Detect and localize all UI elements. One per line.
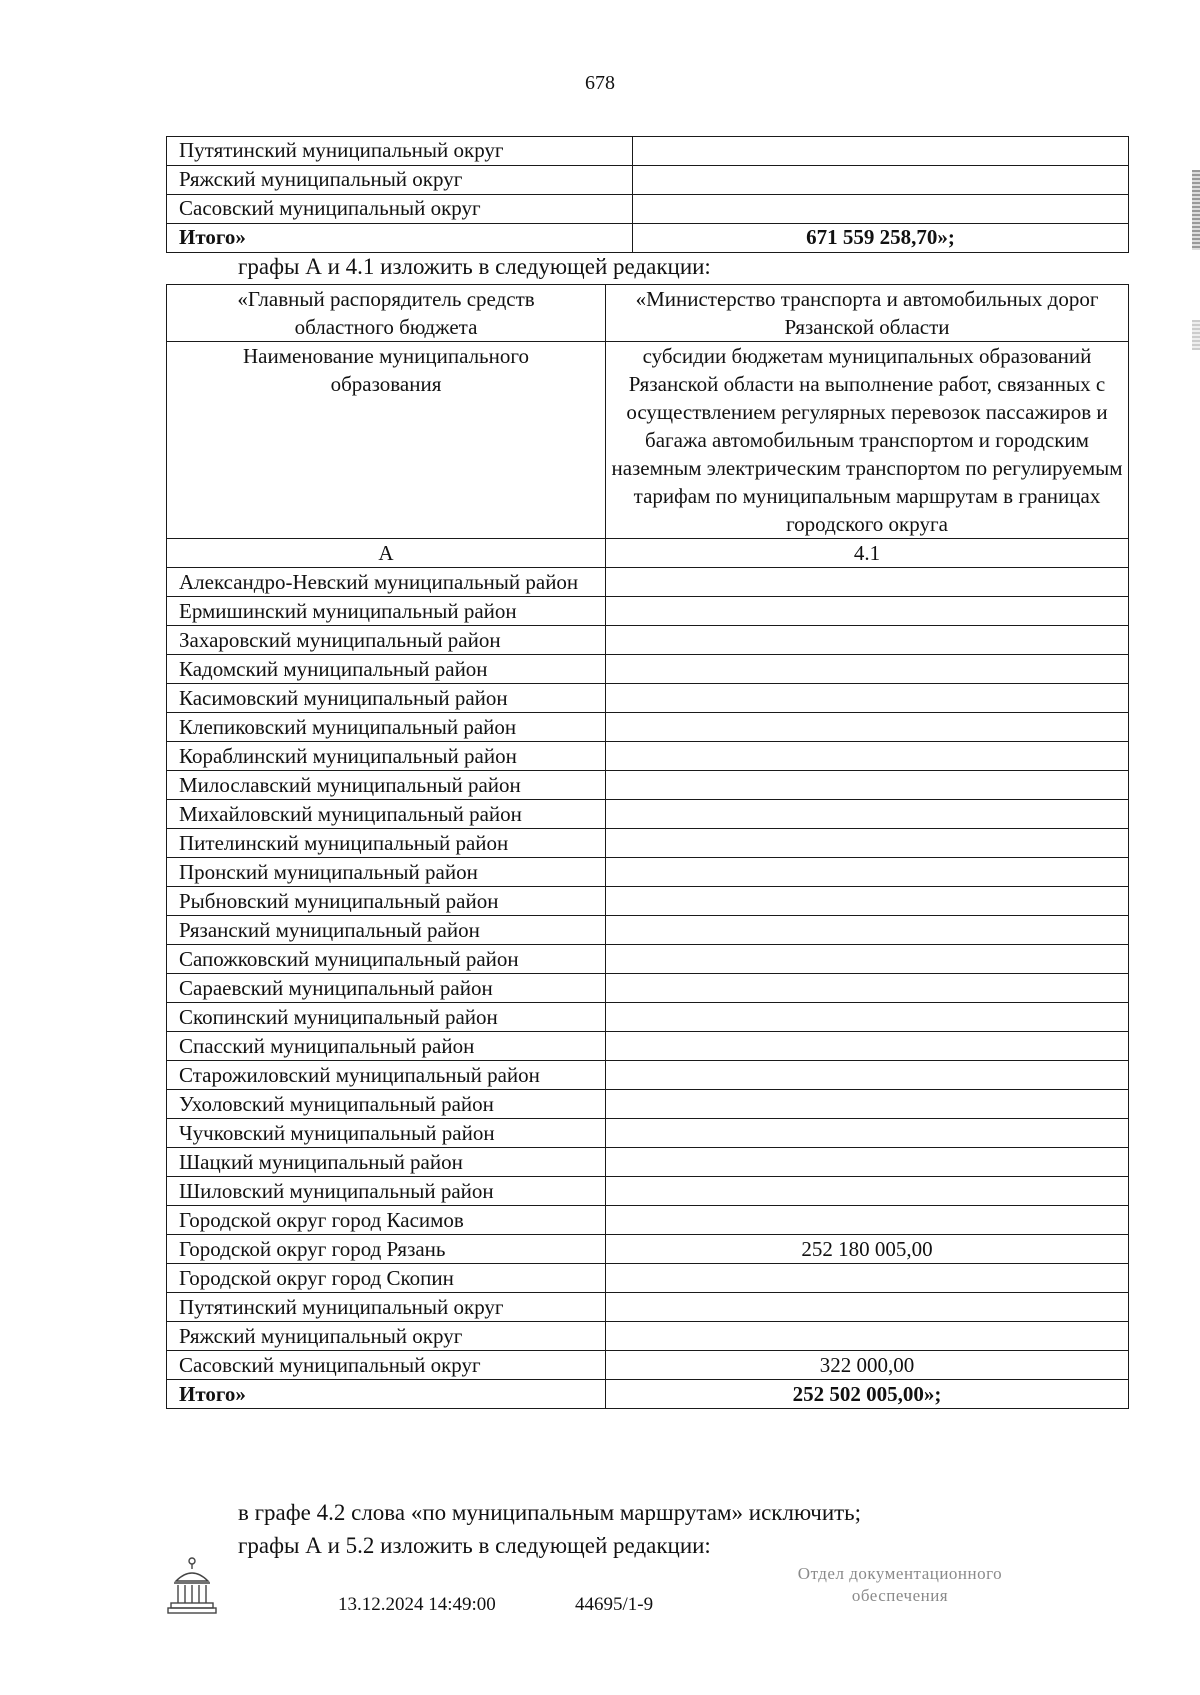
municipality-name: Путятинский муниципальный округ (167, 1293, 606, 1322)
amount-cell (633, 166, 1129, 195)
municipality-name: Александро-Невский муниципальный район (167, 568, 606, 597)
municipality-name: Путятинский муниципальный округ (167, 137, 633, 166)
municipality-name: Шиловский муниципальный район (167, 1177, 606, 1206)
table-row (167, 195, 1129, 224)
municipality-name: Городской округ город Касимов (167, 1206, 606, 1235)
stamp-line-1: Отдел документационного (797, 1564, 1003, 1583)
scan-edge-mark (1192, 320, 1200, 350)
amount-cell (606, 1119, 1129, 1148)
table-row (167, 1119, 1129, 1148)
municipality-name: Касимовский муниципальный район (167, 684, 606, 713)
department-stamp (745, 1563, 1055, 1607)
municipality-name: Сараевский муниципальный район (167, 974, 606, 1003)
amount-cell (606, 945, 1129, 974)
table-row (167, 887, 1129, 916)
amount-cell (606, 1032, 1129, 1061)
table-row (167, 1003, 1129, 1032)
municipality-name: Ермишинский муниципальный район (167, 597, 606, 626)
municipality-name: Спасский муниципальный район (167, 1032, 606, 1061)
amount-cell (606, 684, 1129, 713)
total-label: Итого» (167, 1380, 606, 1409)
amount-cell (606, 1264, 1129, 1293)
header-right: «Министерство транспорта и автомобильных дорог Рязанской области (606, 285, 1129, 342)
amount-cell (606, 1003, 1129, 1032)
amount-cell (606, 800, 1129, 829)
amount-cell (606, 742, 1129, 771)
table-row (167, 684, 1129, 713)
municipality-name: Кадомский муниципальный район (167, 655, 606, 684)
municipality-name: Рыбновский муниципальный район (167, 887, 606, 916)
table-row (167, 1264, 1129, 1293)
municipality-name: Старожиловский муниципальный район (167, 1061, 606, 1090)
amount-cell (606, 597, 1129, 626)
table-row (167, 1061, 1129, 1090)
municipality-name: Ухоловский муниципальный район (167, 1090, 606, 1119)
page-number: 678 (585, 72, 615, 94)
amount-cell: 252 180 005,00 (606, 1235, 1129, 1264)
total-row (167, 1380, 1129, 1409)
table-row (167, 829, 1129, 858)
municipality-name: Рязанский муниципальный район (167, 916, 606, 945)
table-row (167, 137, 1129, 166)
amount-cell (606, 1061, 1129, 1090)
footer-datetime: 13.12.2024 14:49:00 (338, 1594, 496, 1615)
table-row (167, 1235, 1129, 1264)
table-row (167, 568, 1129, 597)
amount-cell (606, 771, 1129, 800)
table-row (167, 945, 1129, 974)
table-row (167, 1148, 1129, 1177)
amount-cell (606, 1177, 1129, 1206)
municipality-name: Захаровский муниципальный район (167, 626, 606, 655)
municipality-name: Шацкий муниципальный район (167, 1148, 606, 1177)
amount-cell (606, 1293, 1129, 1322)
total-value: 252 502 005,00»; (606, 1380, 1129, 1409)
scan-edge-mark (1192, 170, 1200, 250)
stamp-line-2: обеспечения (851, 1586, 949, 1605)
building-emblem-icon (166, 1555, 218, 1615)
amount-cell (633, 195, 1129, 224)
table-row (167, 626, 1129, 655)
municipality-name: Пителинский муниципальный район (167, 829, 606, 858)
subheader-left: Наименование муниципального образования (167, 342, 606, 539)
amount-cell (606, 829, 1129, 858)
table-row (167, 974, 1129, 1003)
municipality-name: Кораблинский муниципальный район (167, 742, 606, 771)
col-right-code: 4.1 (606, 539, 1129, 568)
table-row (167, 1032, 1129, 1061)
municipality-name: Городской округ город Скопин (167, 1264, 606, 1293)
table-row (167, 742, 1129, 771)
total-value: 671 559 258,70»; (633, 224, 1129, 253)
municipality-name: Михайловский муниципальный район (167, 800, 606, 829)
amount-cell (606, 1322, 1129, 1351)
municipality-name: Сасовский муниципальный округ (167, 195, 633, 224)
amount-cell (606, 655, 1129, 684)
table-row (167, 597, 1129, 626)
table-row (167, 771, 1129, 800)
amount-cell (606, 1148, 1129, 1177)
total-label: Итого» (167, 224, 633, 253)
col-left-code: А (167, 539, 606, 568)
table-row (167, 655, 1129, 684)
main-table (166, 284, 1129, 1409)
amount-cell (606, 1090, 1129, 1119)
table-row (167, 916, 1129, 945)
subheader-row (167, 342, 1129, 539)
footer-doc-number: 44695/1-9 (575, 1594, 654, 1615)
amount-cell (606, 858, 1129, 887)
table-row (167, 713, 1129, 742)
municipality-name: Милославский муниципальный район (167, 771, 606, 800)
table-row (167, 1293, 1129, 1322)
amount-cell (606, 974, 1129, 1003)
table-row (167, 1090, 1129, 1119)
municipality-name: Ряжский муниципальный округ (167, 1322, 606, 1351)
table-row (167, 166, 1129, 195)
header-left: «Главный распорядитель средств областного бюджета (167, 285, 606, 342)
intro-text: графы А и 4.1 изложить в следующей редакции: (238, 254, 711, 279)
municipality-name: Пронский муниципальный район (167, 858, 606, 887)
table-row (167, 1322, 1129, 1351)
amount-cell (606, 1206, 1129, 1235)
table-row (167, 1351, 1129, 1380)
municipality-name: Скопинский муниципальный район (167, 1003, 606, 1032)
amount-cell (606, 916, 1129, 945)
amount-cell (633, 137, 1129, 166)
table-row (167, 1206, 1129, 1235)
table-row (167, 1177, 1129, 1206)
total-row (167, 224, 1129, 253)
header-row (167, 285, 1129, 342)
municipality-name: Городской округ город Рязань (167, 1235, 606, 1264)
amount-cell (606, 626, 1129, 655)
table-row (167, 858, 1129, 887)
municipality-name: Сапожковский муниципальный район (167, 945, 606, 974)
after-text-1: в графе 4.2 слова «по муниципальным маршрутам» исключить; (238, 1500, 862, 1525)
amount-cell: 322 000,00 (606, 1351, 1129, 1380)
municipality-name: Ряжский муниципальный округ (167, 166, 633, 195)
municipality-name: Клепиковский муниципальный район (167, 713, 606, 742)
code-row (167, 539, 1129, 568)
amount-cell (606, 713, 1129, 742)
municipality-name: Сасовский муниципальный округ (167, 1351, 606, 1380)
table-row (167, 800, 1129, 829)
amount-cell (606, 568, 1129, 597)
top-table (166, 136, 1129, 253)
subheader-right: субсидии бюджетам муниципальных образований Рязанской области на выполнение работ, связанных с осуществлением регулярных перевозок пассажиров и багажа автомобильным транспортом и городским наземным электрическим транспортом по регулируемым тарифам по муниципальным маршрутам в границах городского округа (606, 342, 1129, 539)
municipality-name: Чучковский муниципальный район (167, 1119, 606, 1148)
after-text-2: графы А и 5.2 изложить в следующей редакции: (238, 1533, 711, 1558)
amount-cell (606, 887, 1129, 916)
